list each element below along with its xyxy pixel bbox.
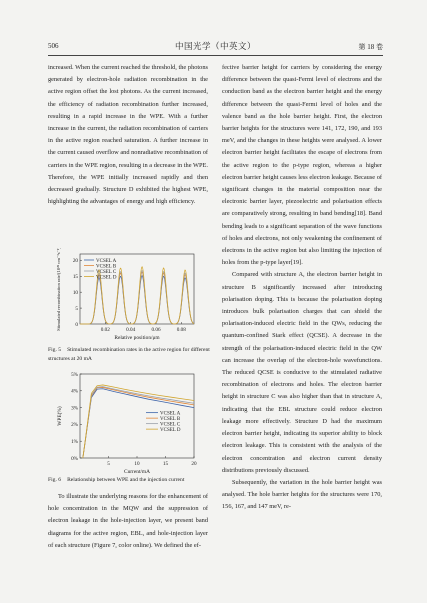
legend-label: VCSEL B [160, 416, 181, 422]
x-tick-label: 5 [107, 461, 110, 467]
y-tick-label: 2% [71, 422, 78, 429]
figure-5-caption-text: Stimulated recombination rates in the active region for different structures at 20 mA [48, 347, 210, 362]
paragraph: Subsequently, the variation in the hole barrier height was analysed. The hole barrier heights for the structures were 170, 156, 167, and 147 meV, re- [222, 478, 382, 511]
figure-6-caption-text: Relationship between WPE and the injection current [67, 477, 185, 483]
legend-label: VCSEL A [96, 258, 117, 264]
y-tick-label: 10 [72, 289, 78, 296]
x-tick-label: 10 [134, 461, 140, 467]
x-tick-label: 0.08 [176, 327, 186, 333]
y-axis-label: WPE(%) [57, 406, 63, 426]
legend-label: VCSEL D [160, 427, 181, 433]
legend-label: VCSEL B [96, 264, 117, 270]
left-column-bottom [48, 491, 208, 552]
y-axis-label: Stimulated recombination rate/(10²⁸ cm⁻³s⁻¹) [56, 248, 61, 331]
left-column-top [48, 62, 208, 208]
y-tick-label: 0% [71, 455, 78, 462]
y-tick-label: 0 [75, 321, 78, 328]
y-tick-label: 20 [72, 258, 78, 265]
y-tick-label: 5 [75, 305, 78, 312]
x-tick-label: 0.04 [126, 327, 136, 333]
x-tick-label: 20 [191, 461, 197, 467]
journal-title: 中国光学（中英文） [174, 41, 256, 51]
right-column [222, 62, 382, 514]
figure-6-label: Fig. 6 [48, 477, 62, 483]
figure-6-caption [48, 476, 212, 485]
page-number: 506 [48, 42, 59, 50]
paragraph: fective barrier height for carriers by considering the energy difference between the quasi-Fermi level of electrons and the conduction band as the electron barrier height and the energy difference between the quasi-Fermi level of holes and the valence band as the hole barrier height. First, the electron barrier heights for the structures were 141, 172, 190, and 193 meV, and the changes in these heights were analysed. A lower electron barrier height facilitates the escape of electrons from the active region to the p-type region, whereas a higher electron barrier height causes less electron leakage. Because of significant changes in the material composition near the electronic barrier layer, piezoelectric and polarisation effects are comparatively strong, resulting in band bending[18]. Band bending leads to a significant separation of the wave functions of holes and electrons, not only weakening the confinement of electrons in the active region but also limiting the injection of holes from the p-type layer[19]. [222, 64, 382, 267]
x-tick-label: 15 [162, 461, 169, 467]
figure-5 [52, 248, 202, 351]
y-tick-label: 4% [71, 388, 78, 395]
x-axis-label: Current/mA [123, 469, 151, 475]
figure-5-label: Fig. 5 [48, 347, 62, 353]
y-tick-label: 1% [71, 439, 78, 445]
legend-label: VCSEL A [160, 411, 181, 417]
legend-label: VCSEL D [96, 275, 117, 281]
figure-5-chart [52, 248, 202, 346]
y-tick-label: 15 [72, 274, 78, 281]
x-axis-label: Relative position/μm [114, 335, 160, 341]
x-tick-label: 0.06 [151, 327, 161, 333]
paragraph: increased. When the current reached the threshold, the photons generated by electron-hole radiation recombination in the active region offset the lost photons. As the current increased, the efficiency of radiation recombination further increased, resulting in a rapid increase in the WPE. With a further increase in the current, the radiation recombination of carriers in the active region reached saturation. A further increase in the current caused overflow and nonradiative recombination of carriers in the WPE region, resulting in a decrease in the WPE. Therefore, the WPE initially increased rapidly and then decreased gradually. Structure D exhibited the highest WPE, highlighting the advantages of energy and high efficiency. [48, 64, 208, 206]
legend-label: VCSEL C [96, 269, 117, 275]
figure-5-caption [48, 346, 212, 364]
header-rule [48, 55, 383, 56]
figure-6-chart [52, 368, 202, 476]
paragraph: To illustrate the underlying reasons for the enhancement of hole concentration in the MQW and the suppression of electron leakage in the hole-injection layer, we present band diagrams for the active region, EBL, and hole-injection layer of each structure (Figure 7, color online). We defined the ef- [48, 493, 208, 549]
x-tick-label: 0.02 [100, 327, 110, 333]
legend-label: VCSEL C [160, 422, 181, 428]
paragraph: Compared with structure A, the electron barrier height in structure B significantly increased after introducing polarisation doping. This is because the polarisation doping introduces bulk polarisation charges that can shield the polarisation-induced electric field in the QWs, reducing the quantum-confined Stark effect (QCSE). A decrease in the strength of the polarisation-induced electric field in the QW can increase the overlap of the electron-hole wavefunctions. The reduced QCSE is conducive to the stimulated radiative recombination of electrons and holes. The electron barrier height in structure C was also higher than that in structure A, indicating that the EBL structure could reduce electron leakage more effectively. Structure D had the maximum electron barrier height, indicating its superior ability to block electron leakage. This is consistent with the analysis of the electron concentration and electron current density distributions previously discussed. [222, 271, 382, 474]
y-tick-label: 3% [71, 405, 78, 412]
page-header [48, 40, 383, 52]
volume-label: 第 18 卷 [358, 43, 383, 51]
figure-6 [52, 368, 202, 481]
y-tick-label: 5% [71, 371, 78, 378]
